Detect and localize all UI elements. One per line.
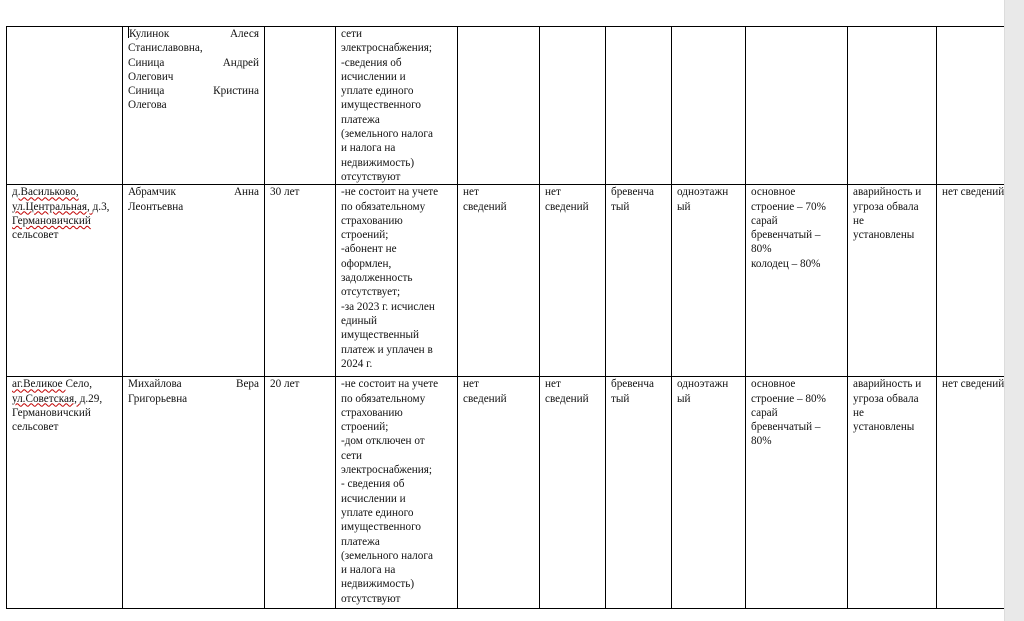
wear-line: основное xyxy=(751,186,796,199)
floors-line: одноэтажн xyxy=(677,378,729,391)
notes-line: и налога на xyxy=(341,564,396,577)
years-cell: 20 лет xyxy=(265,377,336,609)
condition-line: установлены xyxy=(853,229,915,242)
info-line: сведений xyxy=(463,200,507,213)
owner-line: Григорьевна xyxy=(128,392,188,405)
info-cell xyxy=(540,27,606,185)
notes-line: -абонент не xyxy=(341,243,397,256)
info-line: сведений xyxy=(545,392,589,405)
notes-line: платеж и уплачен в xyxy=(341,343,433,356)
notes-line: единый xyxy=(341,314,377,327)
location-cell xyxy=(7,27,123,185)
material-line: бревенча xyxy=(611,378,655,391)
condition-line: не xyxy=(853,214,864,227)
wear-line: сарай xyxy=(751,406,778,419)
wear-cell xyxy=(746,185,848,377)
material-cell xyxy=(606,185,672,377)
notes-line: имущественного xyxy=(341,99,422,112)
info-cell xyxy=(540,185,606,377)
location-line: сельсовет xyxy=(12,421,59,434)
owner-cell xyxy=(123,185,265,377)
owner-line: Михайлова Вера xyxy=(128,378,259,391)
location-cell xyxy=(7,377,123,609)
notes-line: исчислении и xyxy=(341,70,406,83)
notes-line: задолженность xyxy=(341,272,413,285)
floors-line: ый xyxy=(677,392,691,405)
notes-line: имущественного xyxy=(341,521,422,534)
notes-line: отсутствует; xyxy=(341,286,401,299)
condition-line: аварийность и xyxy=(853,378,922,391)
material-cell xyxy=(606,27,672,185)
last-cell xyxy=(937,185,1005,377)
owner-line: Синица Кристина xyxy=(128,85,259,98)
location-line: ул.Советская, д.29, xyxy=(12,392,103,405)
owner-cell xyxy=(123,27,265,185)
notes-line: недвижимость) xyxy=(341,156,415,169)
wear-line: строение – 70% xyxy=(751,200,826,213)
notes-line: отсутствуют xyxy=(341,170,401,183)
years-cell xyxy=(265,27,336,185)
location-line: д.Васильково, xyxy=(12,186,79,199)
notes-line: платежа xyxy=(341,113,380,126)
vertical-scrollbar[interactable] xyxy=(1004,0,1024,621)
notes-line: электроснабжения; xyxy=(341,42,433,55)
notes-line: страхованию xyxy=(341,214,403,227)
wear-line: бревенчатый – xyxy=(751,229,821,242)
material-line: тый xyxy=(611,200,630,213)
notes-line: имущественный xyxy=(341,329,420,342)
notes-line: -за 2023 г. исчислен xyxy=(341,300,435,313)
owner-line: Олегова xyxy=(128,99,167,112)
notes-line: уплате единого xyxy=(341,85,414,98)
condition-cell xyxy=(848,27,937,185)
notes-cell xyxy=(336,377,458,609)
wear-line: основное xyxy=(751,378,796,391)
years-cell: 30 лет xyxy=(265,185,336,377)
floors-line: ый xyxy=(677,200,691,213)
floors-cell xyxy=(672,185,746,377)
notes-line: отсутствуют xyxy=(341,592,401,605)
location-line: сельсовет xyxy=(12,229,59,242)
wear-line: бревенчатый – xyxy=(751,421,821,434)
notes-line: строений; xyxy=(341,229,389,242)
notes-line: исчислении и xyxy=(341,492,406,505)
wear-line: строение – 80% xyxy=(751,392,826,405)
table-row xyxy=(7,185,1005,377)
notes-line: (земельного налога xyxy=(341,128,433,141)
location-line: аг.Великое Село, xyxy=(12,378,92,391)
info-line: нет xyxy=(463,186,479,199)
last-cell xyxy=(937,27,1005,185)
notes-line: и налога на xyxy=(341,142,396,155)
notes-line: - сведения об xyxy=(341,478,405,491)
wear-cell xyxy=(746,377,848,609)
notes-line: (земельного налога xyxy=(341,549,433,562)
condition-line: установлены xyxy=(853,421,915,434)
text-cursor xyxy=(128,27,129,38)
info-cell xyxy=(540,377,606,609)
notes-line: -не состоит на учете xyxy=(341,186,439,199)
location-line: ул.Центральная, д.3, xyxy=(12,200,110,213)
wear-line: колодец – 80% xyxy=(751,257,821,270)
notes-line: оформлен, xyxy=(341,257,392,270)
info-line: нет xyxy=(463,378,479,391)
condition-cell xyxy=(848,185,937,377)
owner-line: Синица Андрей xyxy=(128,56,259,69)
condition-line: аварийность и xyxy=(853,186,922,199)
last-cell xyxy=(937,377,1005,609)
location-line: Германовичский xyxy=(12,214,91,227)
property-table xyxy=(6,26,1004,609)
floors-cell xyxy=(672,377,746,609)
info-line: сведений xyxy=(545,200,589,213)
condition-cell xyxy=(848,377,937,609)
notes-line: недвижимость) xyxy=(341,578,415,591)
wear-line: 80% xyxy=(751,243,772,256)
table-row xyxy=(7,377,1005,609)
notes-cell xyxy=(336,27,458,185)
notes-line: сети xyxy=(341,449,362,462)
owner-line: Олегович xyxy=(128,70,174,83)
notes-line: по обязательному xyxy=(341,392,426,405)
owner-line: Абрамчик Анна xyxy=(128,186,259,199)
material-line: бревенча xyxy=(611,186,655,199)
floors-line: одноэтажн xyxy=(677,186,729,199)
info-cell xyxy=(458,27,540,185)
notes-line: сети xyxy=(341,28,362,40)
info-line: сведений xyxy=(463,392,507,405)
info-line: нет xyxy=(545,378,561,391)
location-cell xyxy=(7,185,123,377)
location-line: Германовичский xyxy=(12,406,91,419)
wear-line: сарай xyxy=(751,214,778,227)
wear-line: 80% xyxy=(751,435,772,448)
condition-line: не xyxy=(853,406,864,419)
condition-line: угроза обвала xyxy=(853,200,919,213)
notes-line: электроснабжения; xyxy=(341,464,433,477)
wear-cell xyxy=(746,27,848,185)
notes-line: -не состоит на учете xyxy=(341,378,439,391)
info-line: нет xyxy=(545,186,561,199)
notes-line: строений; xyxy=(341,421,389,434)
notes-line: страхованию xyxy=(341,406,403,419)
material-line: тый xyxy=(611,392,630,405)
table-row xyxy=(7,27,1005,185)
notes-line: по обязательному xyxy=(341,200,426,213)
last-line: нет сведений xyxy=(942,378,1004,391)
material-cell xyxy=(606,377,672,609)
floors-cell xyxy=(672,27,746,185)
owner-line: Леонтьевна xyxy=(128,200,184,213)
owner-cell xyxy=(123,377,265,609)
owner-line: Кулинок Алеся xyxy=(129,28,259,40)
notes-line: уплате единого xyxy=(341,506,414,519)
info-cell xyxy=(458,377,540,609)
notes-line: 2024 г. xyxy=(341,357,373,370)
owner-line: Станиславовна, xyxy=(128,42,203,55)
last-line: нет сведений xyxy=(942,186,1004,199)
notes-line: платежа xyxy=(341,535,380,548)
notes-cell xyxy=(336,185,458,377)
notes-line: -сведения об xyxy=(341,56,402,69)
condition-line: угроза обвала xyxy=(853,392,919,405)
info-cell xyxy=(458,185,540,377)
notes-line: -дом отключен от xyxy=(341,435,425,448)
